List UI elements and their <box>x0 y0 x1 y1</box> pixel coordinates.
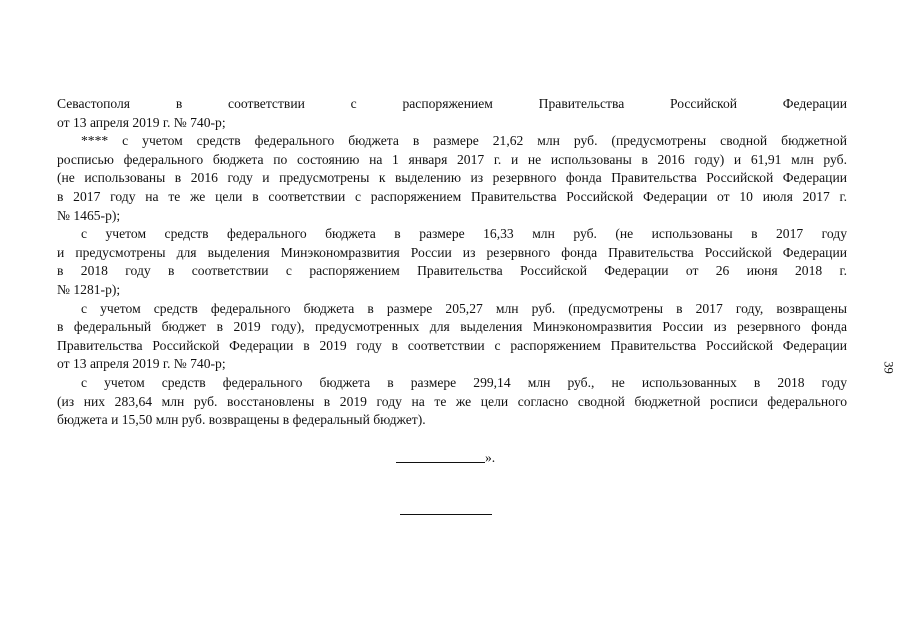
text-line: и предусмотрены для выделения Минэкономразвития России из резервного фонда Правительства Российской Федерации <box>57 244 847 260</box>
paragraph-footnote-2017 <box>57 132 847 225</box>
text-line: от 13 апреля 2019 г. № 740-р; <box>57 356 226 372</box>
paragraph-2019-refund <box>57 300 847 374</box>
text-line: (из них 283,64 млн руб. восстановлены в 2019 году на те же цели согласно сводной бюджетной росписи федерального <box>57 393 847 409</box>
closing-mark: ». <box>485 450 496 465</box>
paragraph-2018 <box>57 225 847 299</box>
paragraph-continuation <box>57 95 847 132</box>
text-line: с учетом средств федерального бюджета в размере 16,33 млн руб. (не использованы в 2017 году <box>81 226 847 242</box>
text-line: от 13 апреля 2019 г. № 740-р; <box>57 114 226 130</box>
text-line: росписью федерального бюджета по состоянию на 1 января 2017 г. и не использованы в 2016 году) и 61,91 млн руб. <box>57 151 847 167</box>
closing-rule <box>396 452 485 463</box>
closing-quote-line <box>396 449 495 467</box>
text-line: № 1465-р); <box>57 207 121 223</box>
text-line: с учетом средств федерального бюджета в размере 299,14 млн руб., не использованных в 2018 году <box>81 374 847 390</box>
text-line: № 1281-р); <box>57 281 121 297</box>
document-body <box>57 95 847 430</box>
text-line: в федеральный бюджет в 2019 году), предусмотренных для выделения Минэкономразвития России из резервного фонда <box>57 319 847 335</box>
text-line: в 2017 году на те же цели в соответствии с распоряжением Правительства Российской Федерации от 10 июля 2017 г. <box>57 188 847 204</box>
end-separator-line <box>400 514 492 515</box>
page-number: 39 <box>881 361 896 374</box>
text-line: Правительства Российской Федерации в 2019 году в соответствии с распоряжением Правительства Российской Федерации <box>57 337 847 353</box>
text-line: с учетом средств федерального бюджета в размере 205,27 млн руб. (предусмотрены в 2017 году, возвращены <box>81 300 847 316</box>
text-line: бюджета и 15,50 млн руб. возвращены в федеральный бюджет). <box>57 412 426 428</box>
text-line: в 2018 году в соответствии с распоряжением Правительства Российской Федерации от 26 июня 2018 г. <box>57 263 847 279</box>
paragraph-2019-unused <box>57 374 847 430</box>
text-line: Севастополя в соответствии с распоряжением Правительства Российской Федерации <box>57 96 847 111</box>
text-line: **** с учетом средств федерального бюджета в размере 21,62 млн руб. (предусмотрены сводной бюджетной <box>81 133 847 149</box>
text-line: (не использованы в 2016 году и предусмотрены к выделению из резервного фонда Правительства Российской Федерации <box>57 170 847 186</box>
